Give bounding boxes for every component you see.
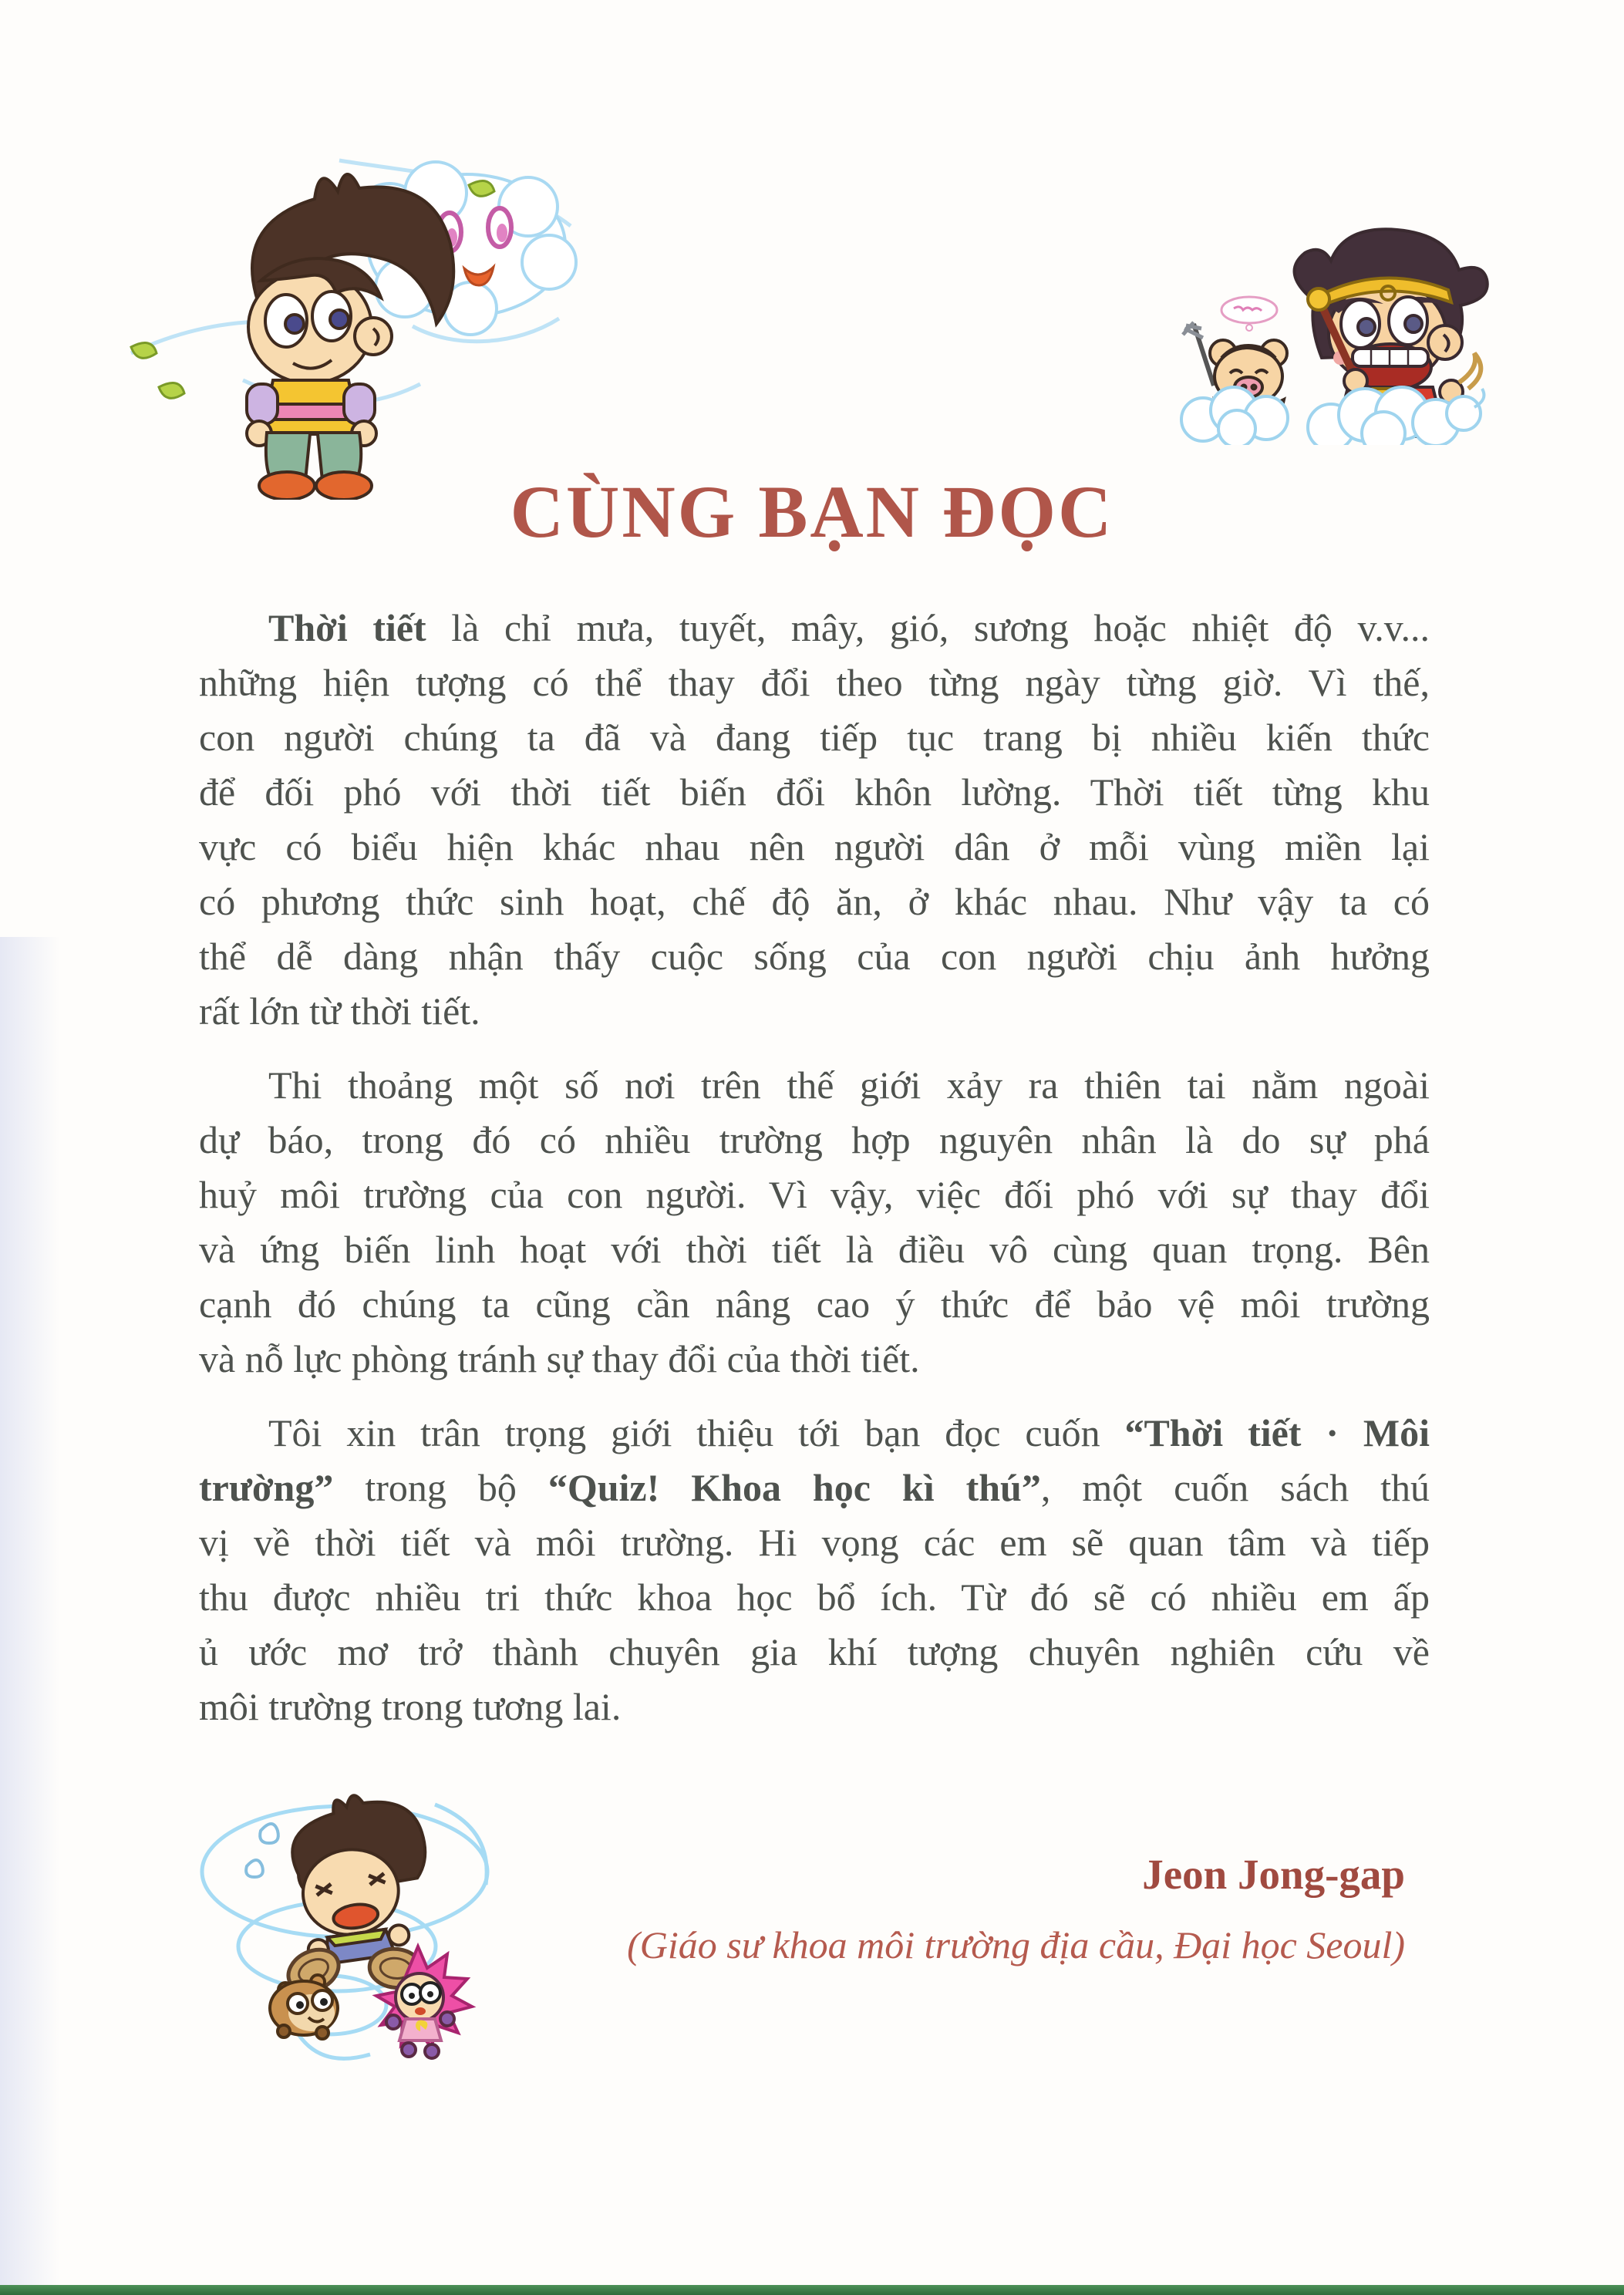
text-line: dự báo, trong đó có nhiều trường hợp nguyên nhân là do sự phá [199,1118,1430,1161]
boy-figure [247,174,453,500]
text-line: và ứng biến linh hoạt với thời tiết là điều vô cùng quan trọng. Bên [199,1228,1430,1271]
text-line: cạnh đó chúng ta cũng cần nâng cao ý thức để bảo vệ môi trường [199,1282,1430,1326]
boy-with-cloud-ghost-illustration [108,130,586,500]
text-line: những hiện tượng có thể thay đổi theo từng ngày từng giờ. Vì thế, [199,661,1430,704]
text-line: có phương thức sinh hoạt, chế độ ăn, ở khác nhau. Như vậy ta có [199,880,1430,923]
body-text [199,601,1430,1754]
text-line: môi trường trong tương lai. [199,1685,622,1728]
text-line: để đối phó với thời tiết biến đổi khôn lường. Thời tiết từng khu [199,770,1430,814]
next-page-edge [0,2285,1624,2295]
page-edge-shadow [0,937,60,2295]
tornado-characters-illustration [187,1783,510,2076]
author-name: Jeon Jong-gap [1142,1851,1405,1898]
monkey-king-pig-clouds-illustration [1157,225,1504,445]
paragraph-1 [199,601,1430,1039]
text-line: huỷ môi trường của con người. Vì vậy, việc đối phó với sự thay đổi [199,1173,1430,1216]
text-line: và nỗ lực phòng tránh sự thay đổi của thời tiết. [199,1337,920,1380]
author-role: (Giáo sư khoa môi trường địa cầu, Đại học Seoul) [627,1923,1405,1966]
text-line: Thi thoảng một số nơi trên thế giới xảy ra thiên tai nằm ngoài [268,1063,1430,1107]
text-line: vị về thời tiết và môi trường. Hi vọng các em sẽ quan tâm và tiếp [199,1521,1430,1564]
text-line: thu được nhiều tri thức khoa học bổ ích. Từ đó sẽ có nhiều em ấp [199,1575,1430,1619]
sweat-drop-icon [246,1824,278,1877]
text-line: trường” trong bộ “Quiz! Khoa học kì thú”, một cuốn sách thú [199,1466,1430,1509]
text-line: thể dễ dàng nhận thấy cuộc sống của con người chịu ảnh hưởng [199,935,1430,978]
text-line: vực có biểu hiện khác nhau nên người dân ở mỗi vùng miền lại [199,825,1430,868]
cloud-icon [1181,387,1484,445]
text-line: Thời tiết là chỉ mưa, tuyết, mây, gió, sương hoặc nhiệt độ v.v... [268,606,1430,649]
text-line: rất lớn từ thời tiết. [199,989,480,1033]
signature-block [627,1849,1405,1968]
page-title: CÙNG BẠN ĐỌC [510,470,1114,553]
text-line: Tôi xin trân trọng giới thiệu tới bạn đọc cuốn “Thời tiết · Môi [268,1411,1430,1454]
text-line: con người chúng ta đã và đang tiếp tục trang bị nhiều kiến thức [199,716,1430,759]
paragraph-3 [199,1406,1430,1734]
paragraph-2 [199,1058,1430,1387]
text-line: ủ ước mơ trở thành chuyên gia khí tượng chuyên nghiên cứu về [199,1630,1430,1673]
